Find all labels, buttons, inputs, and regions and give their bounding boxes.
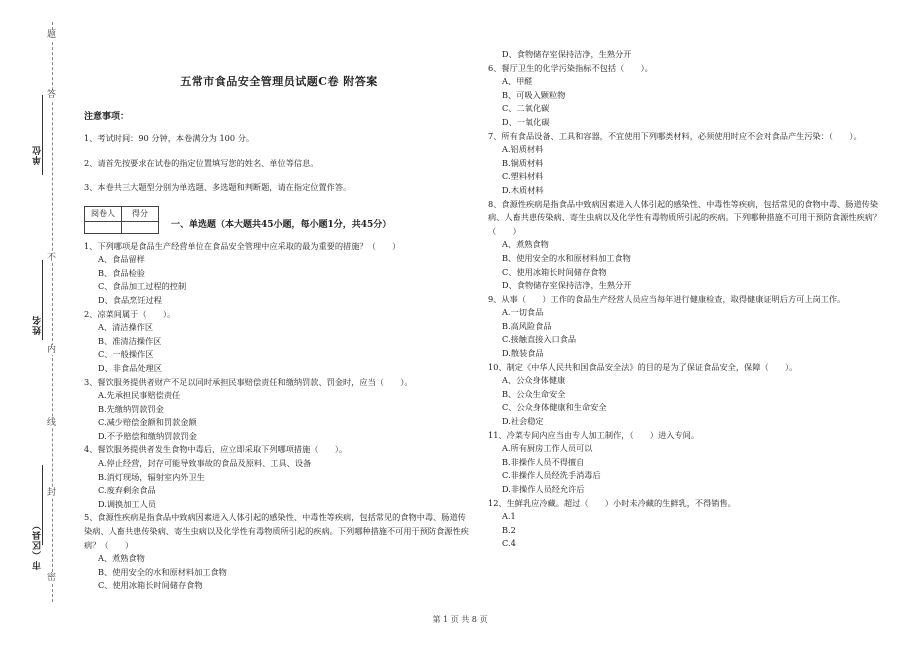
notice-heading: 注意事项： xyxy=(84,111,130,122)
question-text: 3、餐饮服务提供者财产不足以同时承担民事赔偿责任和缴纳罚款、罚金时，应当（ ）。 xyxy=(84,376,413,387)
option: B.消灯现场，辐射室内外卫生 xyxy=(98,471,205,482)
question-5 xyxy=(84,511,474,593)
option: C、使用冰箱长时间储存食物 xyxy=(98,580,203,591)
option: D、食品烹饪过程 xyxy=(98,294,162,305)
unit-field-label: 单位 xyxy=(33,145,43,165)
notice-item: 2、请首先按要求在试卷的指定位置填写您的姓名、单位等信息。 xyxy=(84,157,319,168)
option: B.先缴纳罚款罚金 xyxy=(98,403,164,414)
option: B、可吸入颗粒物 xyxy=(502,89,566,100)
question-text: 6、餐厅卫生的化学污染指标不包括（ ）。 xyxy=(488,62,653,73)
score-table xyxy=(84,206,159,234)
option: A.先承担民事赔偿责任 xyxy=(98,390,181,401)
binding-mark: 题 xyxy=(47,30,57,40)
district-field-label: 市（区县） xyxy=(33,520,43,570)
option: A.铝质材料 xyxy=(502,144,544,155)
page-footer: 第 1 页 共 8 页 xyxy=(432,615,488,624)
question-text: 2、凉菜间属于（ ）。 xyxy=(84,308,176,319)
binding-mark: 答 xyxy=(47,90,57,100)
name-field-label: 姓名 xyxy=(33,315,43,335)
option: B、食品检验 xyxy=(98,267,145,278)
option: D、食物储存室保持洁净，生熟分开 xyxy=(502,49,632,59)
question-9 xyxy=(488,293,888,361)
question-11 xyxy=(488,429,888,497)
binding-mark: 线 xyxy=(47,418,57,428)
option: A、煮熟食物 xyxy=(98,553,145,564)
option: C、食品加工过程的控制 xyxy=(98,281,187,292)
option: C.接触直接入口食品 xyxy=(502,334,577,345)
binding-margin xyxy=(0,0,75,650)
score-table-grader-header: 阅卷人 xyxy=(85,206,122,221)
question-text: 10、制定《中华人民共和国食品安全法》的目的是为了保证食品安全，保障（ ）。 xyxy=(488,361,798,372)
option: A.1 xyxy=(502,511,516,522)
binding-mark: 内 xyxy=(47,345,57,355)
option: C、公众身体健康和生命安全 xyxy=(502,402,607,413)
right-column xyxy=(488,48,888,551)
question-text: 8、食源性疾病是指食品中致病因素进入人体引起的感染性、中毒性等疾病，包括常见的食物中毒、肠道传染病、人畜共患传染病、寄生虫病以及化学性有毒物质所引起的疾病。下列哪种措施不可用于预防食源性疾病？（ ） xyxy=(488,198,882,236)
score-table-score-cell[interactable] xyxy=(122,221,159,233)
option: B.非操作人员不得擅自 xyxy=(502,456,585,467)
option: B.铜质材料 xyxy=(502,157,544,168)
binding-mark: 不 xyxy=(47,253,57,263)
score-table-score-header: 得分 xyxy=(122,206,159,221)
binding-mark: 密 xyxy=(47,573,57,583)
option: A.一切食品 xyxy=(502,307,544,318)
option: A、煮熟食物 xyxy=(502,239,549,250)
option: A、清洁操作区 xyxy=(98,322,154,333)
question-text: 1、下列哪项是食品生产经营单位在食品安全管理中应采取的最为重要的措施？（ ） xyxy=(84,240,401,251)
score-row xyxy=(84,206,474,234)
question-8 xyxy=(488,198,888,293)
option: D、一氧化碳 xyxy=(502,116,550,127)
option: C、使用冰箱长时间储存食物 xyxy=(502,266,607,277)
option: D、非食品处理区 xyxy=(98,362,162,373)
question-1 xyxy=(84,240,474,308)
question-text: 5、食源性疾病是指食品中致病因素进入人体引起的感染性、中毒性等疾病，包括常见的食物中毒、肠道传染病、人畜共患传染病、寄生虫病以及化学性有毒物质所引起的疾病。下列哪种措施不可用于预防食源性疾病？（ ） xyxy=(84,512,469,550)
option: A、甲醛 xyxy=(502,76,533,87)
option: A、食品留样 xyxy=(98,254,145,265)
notice-item: 1、考试时间：90 分钟，本卷满分为 100 分。 xyxy=(84,133,255,144)
question-text: 9、从事（ ）工作的食品生产经营人员应当每年进行健康检查，取得健康证明后方可上岗工作。 xyxy=(488,293,846,304)
question-7 xyxy=(488,130,888,198)
option: C、二氧化碳 xyxy=(502,103,550,114)
question-text: 4、餐饮服务提供者发生食物中毒后，应立即采取下列哪项措施（ ）。 xyxy=(84,444,348,455)
option: C.减少赔偿金额和罚款金额 xyxy=(98,417,197,428)
option: B.2 xyxy=(502,524,516,535)
notice-item: 3、本卷共三大题型分别为单选题、多选题和判断题，请在指定位置作答。 xyxy=(84,182,352,193)
option: D.不予赔偿和缴纳罚款罚金 xyxy=(98,430,197,441)
option: C.塑料材料 xyxy=(502,171,544,182)
option: B、准清洁操作区 xyxy=(98,335,162,346)
option: D.非操作人员经允许后 xyxy=(502,484,585,494)
left-column xyxy=(84,40,474,593)
option: B、使用安全的水和原材料加工食物 xyxy=(98,566,227,577)
binding-line xyxy=(52,22,53,602)
question-text: 11、冷菜专间内应当由专人加工制作，（ ）进入专间。 xyxy=(488,429,700,440)
option: D.调换加工人员 xyxy=(98,498,156,509)
option: D.木质材料 xyxy=(502,184,544,195)
option: B.高风险食品 xyxy=(502,320,552,331)
option: A、公众身体健康 xyxy=(502,375,566,386)
question-10 xyxy=(488,361,888,429)
question-4 xyxy=(84,443,474,511)
option: B、使用安全的水和原材料加工食物 xyxy=(502,252,631,263)
section-title: 一、单选题（本大题共45小题，每小题1分，共45分） xyxy=(171,219,392,230)
option: B、公众生命安全 xyxy=(502,388,566,399)
score-table-grader-cell[interactable] xyxy=(85,221,122,233)
page-title: 五常市食品安全管理员试题C卷 附答案 xyxy=(180,75,378,88)
option: A.停止经营，封存可能导致事故的食品及原料、工具、设备 xyxy=(98,458,312,469)
binding-mark: 封 xyxy=(47,488,57,498)
option: C.4 xyxy=(502,538,516,549)
option: C、一般操作区 xyxy=(98,349,154,360)
question-5-continued xyxy=(488,48,888,62)
option: C.废弃剩余食品 xyxy=(98,485,156,496)
option: D.散装食品 xyxy=(502,348,544,359)
option: D.社会稳定 xyxy=(502,416,544,427)
question-3 xyxy=(84,376,474,444)
question-2 xyxy=(84,308,474,376)
question-text: 12、生鲜乳应冷藏。超过（ ）小时未冷藏的生鲜乳，不得销售。 xyxy=(488,497,736,508)
question-12 xyxy=(488,497,888,551)
option: C.非操作人员经洗手消毒后 xyxy=(502,470,601,481)
question-text: 7、所有食品设备、工具和容器，不宜使用下列哪类材料，必须使用时应不会对食品产生污染：（ ）。 xyxy=(488,130,862,141)
option: D、食物储存室保持洁净，生熟分开 xyxy=(502,280,632,291)
question-6 xyxy=(488,62,888,130)
option: A.所有厨房工作人员可以 xyxy=(502,443,593,454)
